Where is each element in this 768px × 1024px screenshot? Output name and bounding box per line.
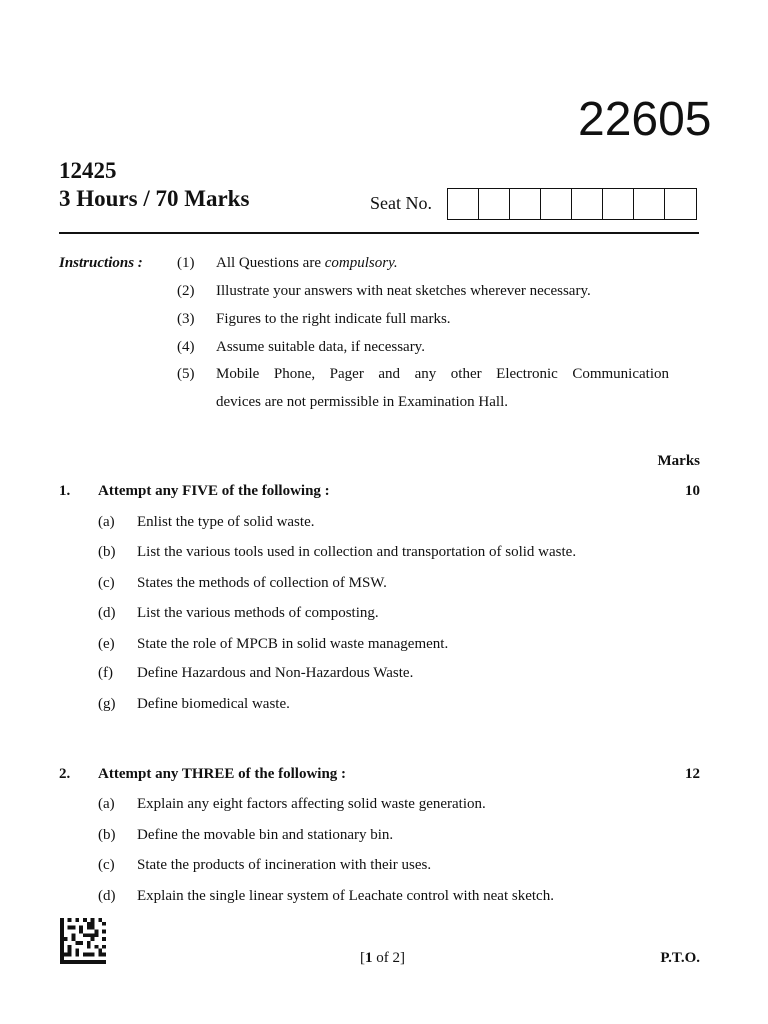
sub-question-text: Explain any eight factors affecting solid waste generation.: [137, 796, 486, 812]
marks-column-heading: Marks: [657, 453, 700, 469]
instruction-text: Figures to the right indicate full marks.: [216, 311, 451, 327]
sub-question-label: (c): [98, 857, 115, 873]
sub-question-label: (d): [98, 605, 116, 621]
seat-box[interactable]: [603, 189, 634, 219]
instructions-title: Instructions :: [59, 255, 143, 271]
instruction-number: (3): [177, 311, 195, 327]
header-divider: [59, 232, 699, 234]
instruction-text: [216, 255, 398, 272]
question-number: 2.: [59, 766, 71, 782]
instruction-text: devices are not permissible in Examination Hall.: [216, 394, 509, 410]
sub-question-text: States the methods of collection of MSW.: [137, 575, 387, 591]
sub-question-text: State the role of MPCB in solid waste management.: [137, 636, 449, 652]
page-number: [360, 950, 405, 967]
sub-question-label: (b): [98, 827, 116, 843]
sub-question-text: Enlist the type of solid waste.: [137, 514, 315, 530]
sub-question-label: (d): [98, 888, 116, 904]
seat-box[interactable]: [479, 189, 510, 219]
sub-question-label: (b): [98, 544, 116, 560]
seat-number-label: Seat No.: [370, 193, 432, 213]
seat-box[interactable]: [448, 189, 479, 219]
sub-question-text: Explain the single linear system of Leachate control with neat sketch.: [137, 888, 554, 904]
datamatrix-code: [59, 918, 107, 969]
seat-box[interactable]: [541, 189, 572, 219]
seat-number-boxes: [447, 188, 697, 220]
instruction-number: (4): [177, 339, 195, 355]
question-number: 1.: [59, 483, 71, 499]
page-current: 1: [365, 950, 373, 966]
question-heading: Attempt any FIVE of the following :: [98, 483, 330, 499]
sub-question-label: (c): [98, 575, 115, 591]
sub-question-label: (g): [98, 696, 116, 712]
sub-question-text: Define biomedical waste.: [137, 696, 290, 712]
sub-question-label: (a): [98, 796, 115, 812]
instruction-number: (1): [177, 255, 195, 271]
sub-question-text: State the products of incineration with their uses.: [137, 857, 432, 873]
please-turn-over: P.T.O.: [660, 950, 700, 966]
seat-box[interactable]: [510, 189, 541, 219]
seat-box[interactable]: [665, 189, 696, 219]
instruction-text-emphasis: compulsory.: [324, 255, 398, 271]
sub-question-text: List the various methods of composting.: [137, 605, 379, 621]
sub-question-label: (e): [98, 636, 115, 652]
sub-question-text: Define the movable bin and stationary bin.: [137, 827, 394, 843]
seat-box[interactable]: [634, 189, 665, 219]
instruction-number: (5): [177, 366, 195, 382]
instruction-text: Illustrate your answers with neat sketches wherever necessary.: [216, 283, 591, 299]
sub-question-label: (a): [98, 514, 115, 530]
sub-question-text: Define Hazardous and Non-Hazardous Waste.: [137, 665, 414, 681]
question-marks: 10: [685, 483, 700, 499]
page-total: of 2]: [372, 950, 405, 966]
paper-code: 12425: [59, 158, 117, 183]
seat-box[interactable]: [572, 189, 603, 219]
instruction-text-plain: All Questions are: [216, 255, 325, 271]
sub-question-label: (f): [98, 665, 113, 681]
duration-marks: 3 Hours / 70 Marks: [59, 186, 250, 211]
sub-question-text: List the various tools used in collection and transportation of solid waste.: [137, 544, 577, 560]
question-marks: 12: [685, 766, 700, 782]
page-open-bracket: [: [360, 950, 365, 966]
instruction-text: Mobile Phone, Pager and any other Electronic Communication: [216, 366, 669, 382]
instruction-number: (2): [177, 283, 195, 299]
instruction-text: Assume suitable data, if necessary.: [216, 339, 425, 355]
question-heading: Attempt any THREE of the following :: [98, 766, 347, 782]
subject-code: 22605: [578, 93, 712, 146]
